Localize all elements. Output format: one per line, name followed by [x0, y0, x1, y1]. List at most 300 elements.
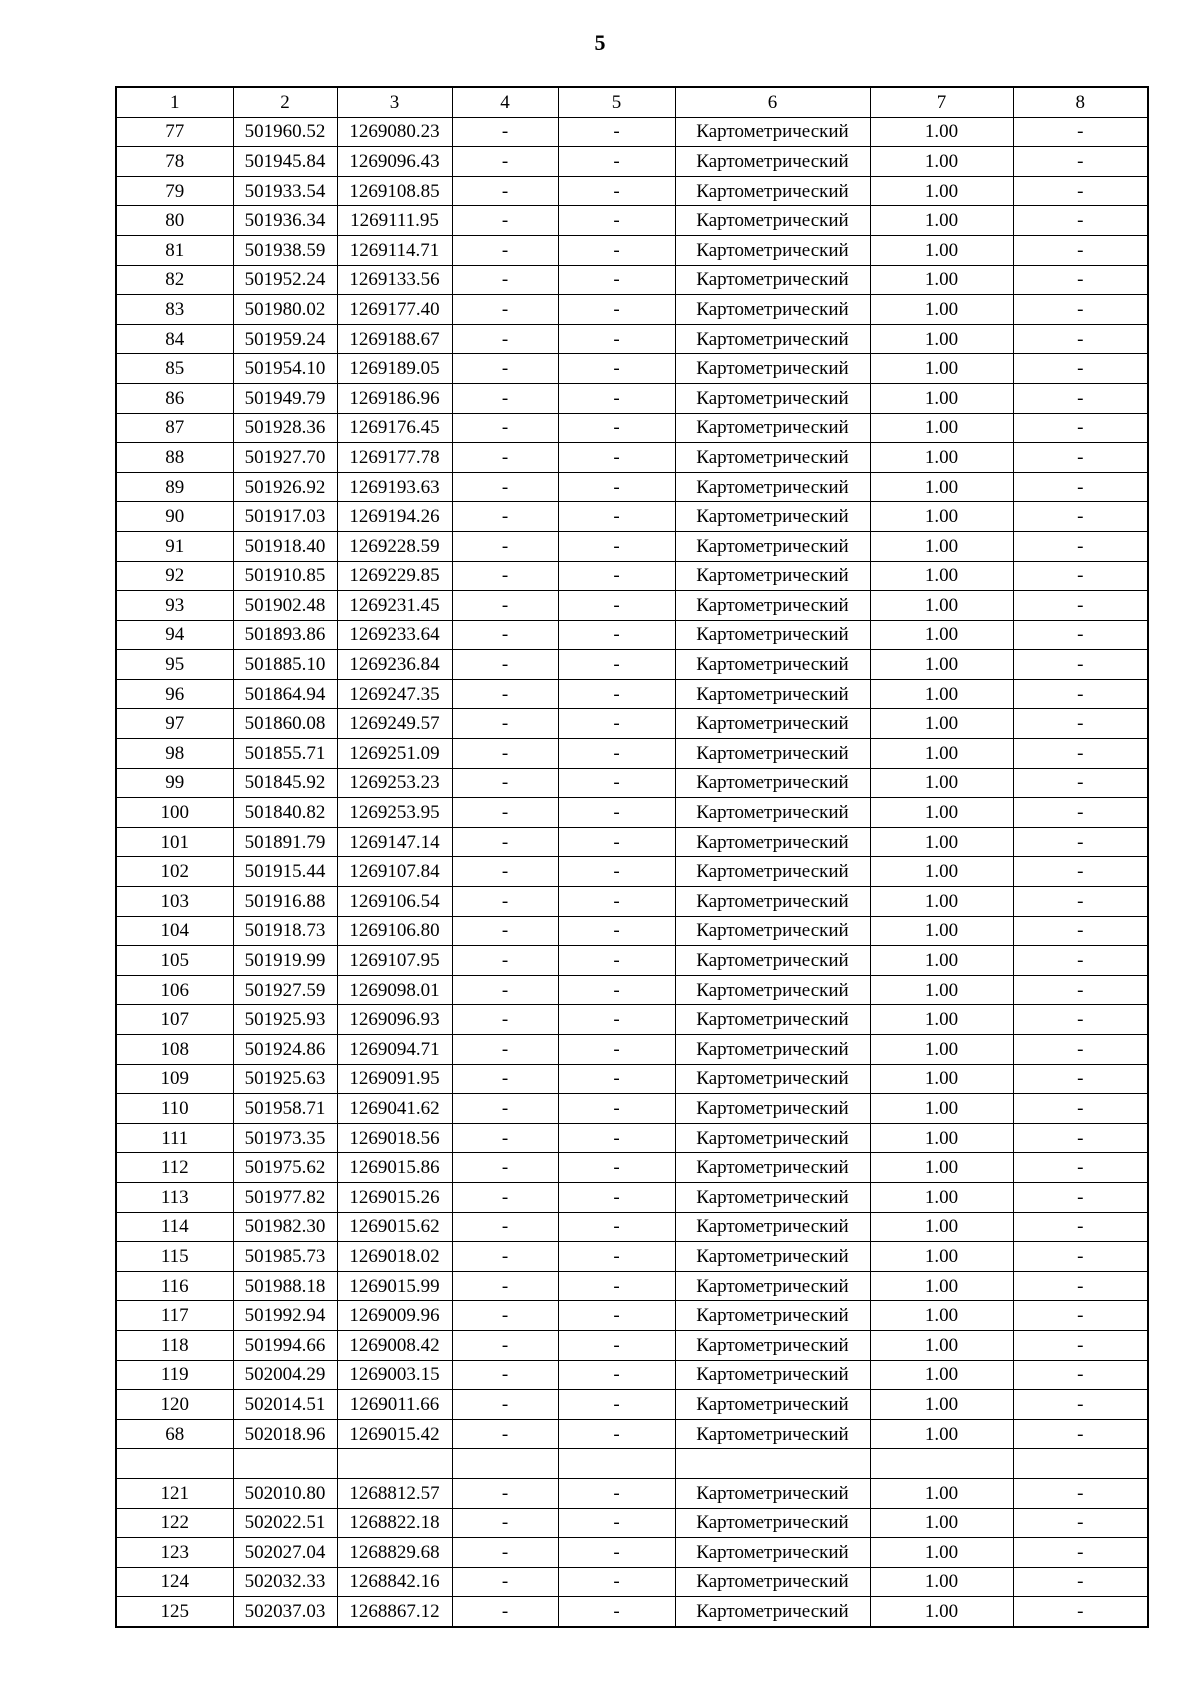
method-cell: Картометрический: [675, 1567, 870, 1597]
precision-cell: 1.00: [870, 827, 1013, 857]
method-cell: Картометрический: [675, 295, 870, 325]
col-4-cell: -: [452, 354, 558, 384]
table-row: [116, 324, 1148, 354]
table-row: [116, 1390, 1148, 1420]
coord-y-cell: 1269015.86: [337, 1153, 452, 1183]
col-4-cell: -: [452, 975, 558, 1005]
col-4-cell: -: [452, 1182, 558, 1212]
col-5-cell: -: [558, 354, 675, 384]
coord-x-cell: 501952.24: [233, 265, 337, 295]
col-5-cell: -: [558, 1064, 675, 1094]
method-cell: Картометрический: [675, 531, 870, 561]
col-4-cell: -: [452, 679, 558, 709]
col-5-cell: [558, 1449, 675, 1479]
method-cell: Картометрический: [675, 413, 870, 443]
coord-y-cell: 1269106.54: [337, 887, 452, 917]
point-number-cell: 99: [116, 768, 233, 798]
point-number-cell: 96: [116, 679, 233, 709]
precision-cell: 1.00: [870, 1538, 1013, 1568]
table-row: [116, 1419, 1148, 1449]
coord-y-cell: 1269194.26: [337, 502, 452, 532]
col-5-cell: -: [558, 827, 675, 857]
table-row: [116, 1035, 1148, 1065]
col-4-cell: -: [452, 383, 558, 413]
table-row: [116, 206, 1148, 236]
col-4-cell: -: [452, 117, 558, 147]
coord-x-cell: 501926.92: [233, 472, 337, 502]
method-cell: Картометрический: [675, 650, 870, 680]
point-number-cell: 109: [116, 1064, 233, 1094]
precision-cell: 1.00: [870, 383, 1013, 413]
coord-y-cell: 1269015.26: [337, 1182, 452, 1212]
precision-cell: 1.00: [870, 502, 1013, 532]
table-row: [116, 1064, 1148, 1094]
col-5-cell: -: [558, 768, 675, 798]
precision-cell: 1.00: [870, 591, 1013, 621]
method-cell: Картометрический: [675, 916, 870, 946]
precision-cell: 1.00: [870, 916, 1013, 946]
coordinates-table: [115, 86, 1149, 1628]
col-5-cell: -: [558, 1360, 675, 1390]
point-number-cell: 124: [116, 1567, 233, 1597]
table-row: [116, 117, 1148, 147]
col-8-cell: -: [1013, 502, 1148, 532]
precision-cell: 1.00: [870, 650, 1013, 680]
coord-y-cell: 1269177.78: [337, 443, 452, 473]
table-row: [116, 265, 1148, 295]
col-4-cell: -: [452, 1035, 558, 1065]
point-number-cell: 115: [116, 1242, 233, 1272]
coord-y-cell: 1269193.63: [337, 472, 452, 502]
coord-y-cell: 1269015.62: [337, 1212, 452, 1242]
point-number-cell: 92: [116, 561, 233, 591]
method-cell: Картометрический: [675, 235, 870, 265]
coord-x-cell: 501958.71: [233, 1094, 337, 1124]
col-8-cell: -: [1013, 739, 1148, 769]
col-8-cell: -: [1013, 1094, 1148, 1124]
precision-cell: 1.00: [870, 1301, 1013, 1331]
col-8-cell: -: [1013, 975, 1148, 1005]
table-row: [116, 768, 1148, 798]
header-row: [116, 87, 1148, 117]
method-cell: Картометрический: [675, 206, 870, 236]
table-row: [116, 1478, 1148, 1508]
coord-x-cell: 501855.71: [233, 739, 337, 769]
col-8-cell: -: [1013, 117, 1148, 147]
table-row: [116, 1153, 1148, 1183]
col-8-cell: -: [1013, 472, 1148, 502]
col-5-cell: -: [558, 1301, 675, 1331]
col-4-cell: -: [452, 235, 558, 265]
precision-cell: 1.00: [870, 1182, 1013, 1212]
table-row: [116, 827, 1148, 857]
point-number-cell: 86: [116, 383, 233, 413]
method-cell: Картометрический: [675, 1005, 870, 1035]
table-row: [116, 1449, 1148, 1479]
table-row: [116, 1301, 1148, 1331]
coord-y-cell: 1269188.67: [337, 324, 452, 354]
col-8-cell: -: [1013, 443, 1148, 473]
table-row: [116, 1123, 1148, 1153]
point-number-cell: 97: [116, 709, 233, 739]
col-5-cell: -: [558, 1271, 675, 1301]
coord-x-cell: 501893.86: [233, 620, 337, 650]
col-8-cell: -: [1013, 1360, 1148, 1390]
point-number-cell: 80: [116, 206, 233, 236]
col-4-cell: -: [452, 472, 558, 502]
coord-y-cell: 1268842.16: [337, 1567, 452, 1597]
table-row: [116, 857, 1148, 887]
col-8-cell: -: [1013, 265, 1148, 295]
coord-x-cell: 501973.35: [233, 1123, 337, 1153]
col-5-cell: -: [558, 620, 675, 650]
col-5-cell: -: [558, 1419, 675, 1449]
coord-y-cell: 1269107.84: [337, 857, 452, 887]
coord-y-cell: 1269236.84: [337, 650, 452, 680]
table-row: [116, 502, 1148, 532]
coord-y-cell: 1269003.15: [337, 1360, 452, 1390]
col-8-cell: -: [1013, 1212, 1148, 1242]
col-5-cell: -: [558, 1123, 675, 1153]
coord-x-cell: 501959.24: [233, 324, 337, 354]
column-header-3: 3: [337, 87, 452, 117]
precision-cell: 1.00: [870, 324, 1013, 354]
precision-cell: 1.00: [870, 1123, 1013, 1153]
method-cell: Картометрический: [675, 1360, 870, 1390]
precision-cell: 1.00: [870, 679, 1013, 709]
col-4-cell: -: [452, 1242, 558, 1272]
method-cell: Картометрический: [675, 1242, 870, 1272]
col-5-cell: -: [558, 887, 675, 917]
col-4-cell: -: [452, 1271, 558, 1301]
point-number-cell: 94: [116, 620, 233, 650]
coord-y-cell: 1269018.56: [337, 1123, 452, 1153]
col-4-cell: -: [452, 1597, 558, 1627]
col-4-cell: -: [452, 1064, 558, 1094]
point-number-cell: 105: [116, 946, 233, 976]
col-5-cell: -: [558, 383, 675, 413]
col-5-cell: -: [558, 117, 675, 147]
point-number-cell: 114: [116, 1212, 233, 1242]
col-4-cell: -: [452, 1538, 558, 1568]
point-number-cell: 117: [116, 1301, 233, 1331]
precision-cell: 1.00: [870, 739, 1013, 769]
coord-x-cell: 501918.40: [233, 531, 337, 561]
coord-y-cell: 1269096.43: [337, 147, 452, 177]
col-8-cell: -: [1013, 1567, 1148, 1597]
coord-y-cell: [337, 1449, 452, 1479]
coord-x-cell: 501885.10: [233, 650, 337, 680]
col-4-cell: -: [452, 1301, 558, 1331]
col-8-cell: -: [1013, 946, 1148, 976]
precision-cell: 1.00: [870, 1597, 1013, 1627]
coord-x-cell: 501927.70: [233, 443, 337, 473]
method-cell: Картометрический: [675, 827, 870, 857]
table-row: [116, 1360, 1148, 1390]
table-row: [116, 354, 1148, 384]
coord-x-cell: 501902.48: [233, 591, 337, 621]
coord-x-cell: 501925.63: [233, 1064, 337, 1094]
col-8-cell: -: [1013, 768, 1148, 798]
coord-y-cell: 1269247.35: [337, 679, 452, 709]
col-5-cell: -: [558, 1212, 675, 1242]
point-number-cell: 116: [116, 1271, 233, 1301]
col-5-cell: -: [558, 975, 675, 1005]
table-row: [116, 620, 1148, 650]
coord-x-cell: 502010.80: [233, 1478, 337, 1508]
method-cell: Картометрический: [675, 472, 870, 502]
point-number-cell: 88: [116, 443, 233, 473]
coord-y-cell: 1268867.12: [337, 1597, 452, 1627]
coord-x-cell: 502032.33: [233, 1567, 337, 1597]
point-number-cell: 119: [116, 1360, 233, 1390]
point-number-cell: 107: [116, 1005, 233, 1035]
precision-cell: 1.00: [870, 354, 1013, 384]
precision-cell: 1.00: [870, 1035, 1013, 1065]
coord-x-cell: 501910.85: [233, 561, 337, 591]
point-number-cell: 87: [116, 413, 233, 443]
col-5-cell: -: [558, 1005, 675, 1035]
coord-x-cell: 502014.51: [233, 1390, 337, 1420]
method-cell: Картометрический: [675, 1538, 870, 1568]
col-5-cell: -: [558, 502, 675, 532]
coord-x-cell: 501985.73: [233, 1242, 337, 1272]
col-8-cell: -: [1013, 235, 1148, 265]
point-number-cell: 82: [116, 265, 233, 295]
coord-y-cell: 1269041.62: [337, 1094, 452, 1124]
coord-x-cell: 501845.92: [233, 768, 337, 798]
col-5-cell: -: [558, 265, 675, 295]
coord-y-cell: 1269251.09: [337, 739, 452, 769]
method-cell: Картометрический: [675, 1182, 870, 1212]
method-cell: Картометрический: [675, 1212, 870, 1242]
col-5-cell: -: [558, 413, 675, 443]
table-row: [116, 1094, 1148, 1124]
col-8-cell: -: [1013, 1005, 1148, 1035]
col-4-cell: -: [452, 620, 558, 650]
col-8-cell: -: [1013, 827, 1148, 857]
method-cell: Картометрический: [675, 679, 870, 709]
precision-cell: 1.00: [870, 295, 1013, 325]
col-4-cell: -: [452, 591, 558, 621]
col-5-cell: -: [558, 946, 675, 976]
precision-cell: 1.00: [870, 620, 1013, 650]
point-number-cell: 100: [116, 798, 233, 828]
coord-y-cell: 1269107.95: [337, 946, 452, 976]
coord-x-cell: 501925.93: [233, 1005, 337, 1035]
col-4-cell: -: [452, 1390, 558, 1420]
col-5-cell: -: [558, 1330, 675, 1360]
col-8-cell: -: [1013, 1064, 1148, 1094]
coord-y-cell: 1268812.57: [337, 1478, 452, 1508]
col-5-cell: -: [558, 295, 675, 325]
method-cell: Картометрический: [675, 1123, 870, 1153]
coord-y-cell: 1269253.95: [337, 798, 452, 828]
precision-cell: 1.00: [870, 1271, 1013, 1301]
coord-y-cell: 1269228.59: [337, 531, 452, 561]
col-4-cell: -: [452, 1212, 558, 1242]
col-8-cell: -: [1013, 383, 1148, 413]
point-number-cell: 122: [116, 1508, 233, 1538]
precision-cell: 1.00: [870, 235, 1013, 265]
col-4-cell: -: [452, 946, 558, 976]
precision-cell: 1.00: [870, 531, 1013, 561]
table-row: [116, 472, 1148, 502]
method-cell: Картометрический: [675, 1035, 870, 1065]
point-number-cell: 79: [116, 176, 233, 206]
point-number-cell: 81: [116, 235, 233, 265]
col-5-cell: -: [558, 1153, 675, 1183]
coord-y-cell: 1269015.42: [337, 1419, 452, 1449]
table-row: [116, 1005, 1148, 1035]
point-number-cell: 106: [116, 975, 233, 1005]
col-4-cell: -: [452, 1478, 558, 1508]
coord-y-cell: 1268829.68: [337, 1538, 452, 1568]
point-number-cell: 102: [116, 857, 233, 887]
point-number-cell: 108: [116, 1035, 233, 1065]
precision-cell: 1.00: [870, 887, 1013, 917]
col-5-cell: -: [558, 916, 675, 946]
coord-x-cell: 502022.51: [233, 1508, 337, 1538]
method-cell: Картометрический: [675, 1094, 870, 1124]
coord-y-cell: 1269008.42: [337, 1330, 452, 1360]
method-cell: Картометрический: [675, 443, 870, 473]
coord-x-cell: 501945.84: [233, 147, 337, 177]
coord-y-cell: 1269018.02: [337, 1242, 452, 1272]
precision-cell: 1.00: [870, 413, 1013, 443]
col-8-cell: -: [1013, 1153, 1148, 1183]
col-4-cell: -: [452, 531, 558, 561]
col-5-cell: -: [558, 1538, 675, 1568]
coord-x-cell: 501938.59: [233, 235, 337, 265]
table-row: [116, 443, 1148, 473]
precision-cell: 1.00: [870, 176, 1013, 206]
coord-y-cell: 1269094.71: [337, 1035, 452, 1065]
col-8-cell: -: [1013, 1419, 1148, 1449]
method-cell: [675, 1449, 870, 1479]
point-number-cell: 121: [116, 1478, 233, 1508]
col-5-cell: -: [558, 472, 675, 502]
point-number-cell: 93: [116, 591, 233, 621]
table-row: [116, 176, 1148, 206]
method-cell: Картометрический: [675, 798, 870, 828]
point-number-cell: 103: [116, 887, 233, 917]
precision-cell: 1.00: [870, 709, 1013, 739]
col-4-cell: -: [452, 857, 558, 887]
col-8-cell: -: [1013, 709, 1148, 739]
coord-x-cell: 501980.02: [233, 295, 337, 325]
col-5-cell: -: [558, 561, 675, 591]
coord-y-cell: 1269091.95: [337, 1064, 452, 1094]
point-number-cell: 123: [116, 1538, 233, 1568]
point-number-cell: 110: [116, 1094, 233, 1124]
coord-x-cell: 501924.86: [233, 1035, 337, 1065]
precision-cell: 1.00: [870, 1064, 1013, 1094]
method-cell: Картометрический: [675, 147, 870, 177]
precision-cell: 1.00: [870, 946, 1013, 976]
coord-y-cell: 1269231.45: [337, 591, 452, 621]
col-8-cell: -: [1013, 1330, 1148, 1360]
col-8-cell: -: [1013, 1035, 1148, 1065]
precision-cell: 1.00: [870, 265, 1013, 295]
precision-cell: 1.00: [870, 1242, 1013, 1272]
method-cell: Картометрический: [675, 620, 870, 650]
coord-y-cell: 1269177.40: [337, 295, 452, 325]
coord-y-cell: 1269108.85: [337, 176, 452, 206]
precision-cell: 1.00: [870, 206, 1013, 236]
col-8-cell: -: [1013, 1123, 1148, 1153]
point-number-cell: 98: [116, 739, 233, 769]
col-4-cell: [452, 1449, 558, 1479]
method-cell: Картометрический: [675, 709, 870, 739]
coord-y-cell: 1269080.23: [337, 117, 452, 147]
table-row: [116, 531, 1148, 561]
col-4-cell: -: [452, 324, 558, 354]
col-8-cell: -: [1013, 176, 1148, 206]
method-cell: Картометрический: [675, 946, 870, 976]
column-header-2: 2: [233, 87, 337, 117]
precision-cell: 1.00: [870, 561, 1013, 591]
method-cell: Картометрический: [675, 1508, 870, 1538]
table-row: [116, 1330, 1148, 1360]
coord-x-cell: 501919.99: [233, 946, 337, 976]
coord-y-cell: 1269229.85: [337, 561, 452, 591]
col-5-cell: -: [558, 1094, 675, 1124]
point-number-cell: 68: [116, 1419, 233, 1449]
col-8-cell: -: [1013, 531, 1148, 561]
col-8-cell: -: [1013, 295, 1148, 325]
method-cell: Картометрический: [675, 1153, 870, 1183]
method-cell: Картометрический: [675, 975, 870, 1005]
col-4-cell: -: [452, 206, 558, 236]
table-row: [116, 1212, 1148, 1242]
precision-cell: 1.00: [870, 1005, 1013, 1035]
col-4-cell: -: [452, 798, 558, 828]
table-row: [116, 413, 1148, 443]
col-5-cell: -: [558, 1182, 675, 1212]
table-row: [116, 650, 1148, 680]
method-cell: Картометрический: [675, 502, 870, 532]
col-5-cell: -: [558, 1567, 675, 1597]
coord-y-cell: 1269147.14: [337, 827, 452, 857]
point-number-cell: 90: [116, 502, 233, 532]
precision-cell: 1.00: [870, 1390, 1013, 1420]
col-5-cell: -: [558, 709, 675, 739]
coord-x-cell: 501840.82: [233, 798, 337, 828]
col-5-cell: -: [558, 679, 675, 709]
col-5-cell: -: [558, 650, 675, 680]
col-8-cell: -: [1013, 1597, 1148, 1627]
col-5-cell: -: [558, 739, 675, 769]
coord-y-cell: 1269111.95: [337, 206, 452, 236]
method-cell: Картометрический: [675, 1597, 870, 1627]
col-5-cell: -: [558, 857, 675, 887]
column-header-1: 1: [116, 87, 233, 117]
col-4-cell: -: [452, 650, 558, 680]
coord-x-cell: 501933.54: [233, 176, 337, 206]
precision-cell: 1.00: [870, 1330, 1013, 1360]
col-4-cell: -: [452, 1153, 558, 1183]
point-number-cell: 111: [116, 1123, 233, 1153]
col-8-cell: -: [1013, 916, 1148, 946]
coord-y-cell: 1269233.64: [337, 620, 452, 650]
point-number-cell: 120: [116, 1390, 233, 1420]
col-5-cell: -: [558, 1035, 675, 1065]
col-8-cell: -: [1013, 887, 1148, 917]
table-row: [116, 295, 1148, 325]
col-5-cell: -: [558, 443, 675, 473]
coord-y-cell: 1269249.57: [337, 709, 452, 739]
